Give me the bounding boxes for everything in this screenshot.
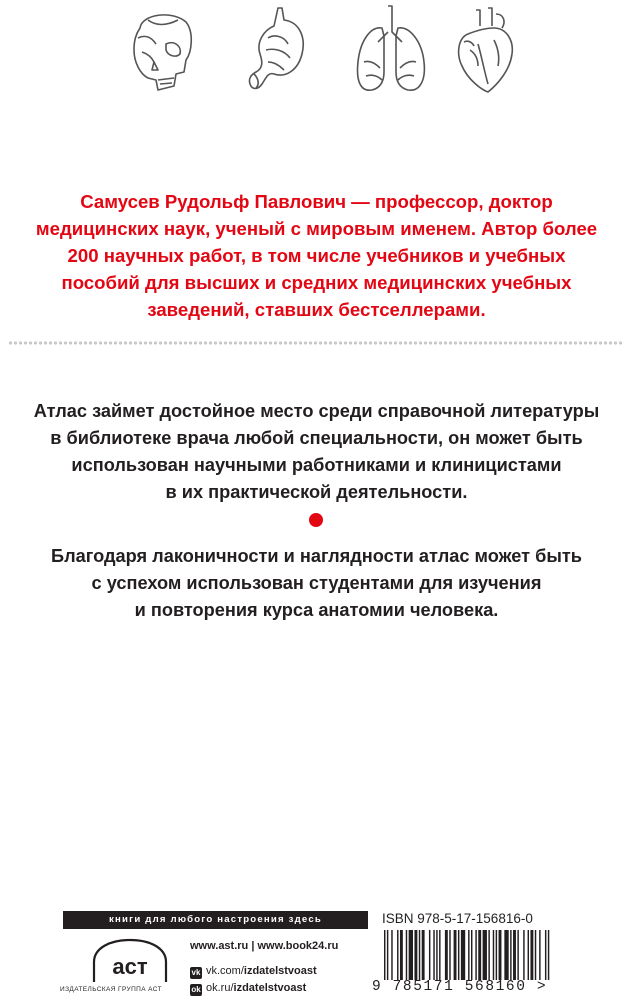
barcode-bar (454, 930, 457, 980)
barcode-bar (419, 930, 420, 980)
skull-icon (128, 8, 196, 96)
barcode-bar (530, 930, 533, 980)
author-bio (0, 188, 633, 323)
barcode-bar (468, 930, 469, 980)
logo-text: аст (112, 954, 148, 979)
barcode-bar (436, 930, 437, 980)
lungs-icon (350, 2, 430, 96)
barcode-bar (384, 930, 385, 980)
paragraph-line: Атлас займет достойное место среди справочной литературы (33, 401, 600, 421)
barcode-bar (517, 930, 518, 980)
barcode-bar (535, 930, 536, 980)
bio-line: 200 научных работ, в том числе учебников и учебных (67, 245, 566, 266)
stomach-icon (244, 4, 310, 96)
barcode-bar (545, 930, 546, 980)
bio-line: пособий для высших и средних медицинских учебных (61, 272, 572, 293)
barcode-bar (449, 930, 450, 980)
ast-logo-icon (80, 936, 178, 986)
barcode-bar (458, 930, 459, 980)
barcode-bar (496, 930, 497, 980)
barcode-bar (488, 930, 489, 980)
barcode-bar (523, 930, 524, 980)
barcode-bar (548, 930, 549, 980)
vk-icon: vk (191, 968, 201, 977)
barcode-bar (400, 930, 403, 980)
ok-icon: ok (191, 985, 201, 994)
description-paragraph-1 (0, 398, 633, 506)
barcode-bar (439, 930, 440, 980)
barcode-digits: 9 785171 568160 > (372, 979, 548, 995)
barcode-bar (513, 930, 516, 980)
barcode-bar (445, 930, 448, 980)
paragraph-line: с успехом использован студентами для изучения (91, 573, 542, 593)
publisher-group-name: ИЗДАТЕЛЬСКАЯ ГРУППА АСТ (60, 986, 163, 993)
anatomy-icons-strip (0, 0, 633, 100)
barcode-bar (409, 930, 413, 980)
barcode-bar (387, 930, 388, 980)
barcode-bar (483, 930, 487, 980)
publisher-websites[interactable]: www.ast.ru | www.book24.ru (190, 940, 339, 952)
description-paragraph-2 (0, 543, 633, 624)
barcode-bar (504, 930, 508, 980)
bio-line: Самусев Рудольф Павлович — профессор, доктор (80, 191, 553, 212)
isbn-number: ISBN 978-5-17-156816-0 (382, 911, 533, 926)
barcode-bar (397, 930, 398, 980)
paragraph-line: и повторения курса анатомии человека. (134, 600, 499, 620)
paragraph-line: в библиотеке врача любой специальности, он может быть (50, 428, 583, 448)
red-bullet-divider (309, 513, 323, 527)
paragraph-line: использован научными работниками и клиницистами (71, 455, 562, 475)
vk-prefix: vk.com/ (206, 965, 244, 977)
vk-handle: izdatelstvoast (243, 965, 317, 977)
ok-prefix: ok.ru/ (206, 982, 234, 994)
barcode-bar (528, 930, 529, 980)
barcode-bar (499, 930, 502, 980)
barcode-bar (510, 930, 511, 980)
barcode-bar (429, 930, 430, 980)
barcode-bar (414, 930, 417, 980)
barcode-bar (422, 930, 425, 980)
barcode-bar (391, 930, 392, 980)
barcode-bar (493, 930, 494, 980)
dotted-divider (8, 341, 624, 345)
barcode-bar (461, 930, 465, 980)
barcode-bar (478, 930, 481, 980)
barcode-bar (471, 930, 472, 980)
publisher-slogan: книги для любого настроения здесь (63, 911, 368, 929)
paragraph-line: Благодаря лаконичности и наглядности атлас может быть (51, 546, 582, 566)
vk-link[interactable] (190, 965, 317, 979)
barcode-bar (433, 930, 434, 980)
ok-handle: izdatelstvoast (233, 982, 307, 994)
heart-icon (448, 4, 520, 96)
barcode-bar (475, 930, 476, 980)
barcode-bar (539, 930, 540, 980)
ok-link[interactable] (190, 982, 306, 996)
barcode-bar (406, 930, 407, 980)
bio-line: заведений, ставших бестселлерами. (147, 299, 486, 320)
paragraph-line: в их практической деятельности. (165, 482, 468, 502)
bio-line: медицинских наук, ученый с мировым именем. Автор более (35, 218, 598, 239)
